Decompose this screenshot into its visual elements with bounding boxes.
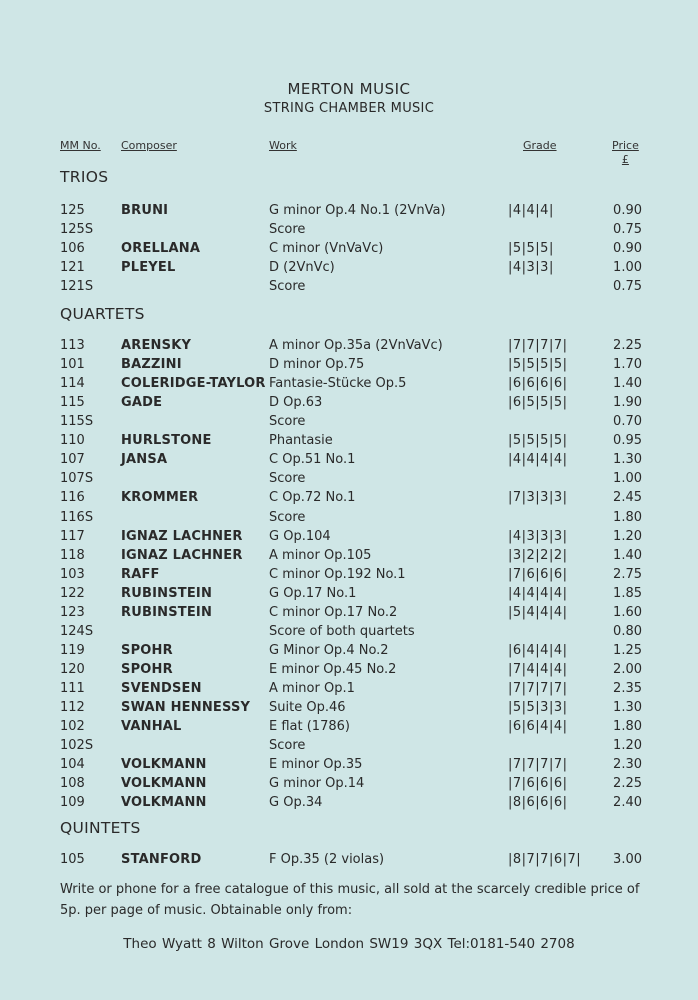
composer-name: VOLKMANN xyxy=(121,795,207,811)
catalogue-row xyxy=(0,241,698,260)
work-title: F Op.35 (2 violas) xyxy=(269,852,385,867)
composer-name: JANSA xyxy=(121,452,168,468)
column-header-grade: Grade xyxy=(523,139,557,152)
composer-name: IGNAZ LACHNER xyxy=(121,547,243,563)
grade-value: |5|5|3|3| xyxy=(508,700,568,715)
work-title: Score xyxy=(269,279,306,295)
composer-name: BAZZINI xyxy=(121,357,182,373)
work-title: G Op.104 xyxy=(269,528,331,544)
price-value: 1.85 xyxy=(613,585,642,601)
mm-number: 118 xyxy=(60,547,85,563)
composer-name: KROMMER xyxy=(121,490,199,506)
catalogue-row xyxy=(0,852,698,871)
mm-number: 117 xyxy=(60,528,85,544)
work-title: A minor Op.35a (2VnVaVc) xyxy=(269,338,443,353)
composer-name: STANFORD xyxy=(121,852,202,867)
price-value: 1.70 xyxy=(613,357,642,373)
mm-number: 111 xyxy=(60,680,85,696)
price-value: 0.75 xyxy=(613,279,642,295)
catalogue-row xyxy=(0,414,698,433)
grade-value: |4|4|4|4| xyxy=(508,585,568,601)
column-header-mm-no: MM No. xyxy=(60,139,101,152)
price-value: 2.45 xyxy=(613,490,642,506)
catalogue-row xyxy=(0,795,698,814)
grade-value: |7|6|6|6| xyxy=(508,776,568,792)
grade-value: |6|5|5|5| xyxy=(508,395,568,411)
composer-name: RAFF xyxy=(121,566,160,582)
mm-number: 116S xyxy=(60,509,94,525)
grade-value: |4|3|3|3| xyxy=(508,528,568,544)
price-value: 0.95 xyxy=(613,433,642,449)
grade-value: |4|4|4|4| xyxy=(508,452,568,468)
catalogue-row xyxy=(0,776,698,795)
composer-name: SWAN HENNESSY xyxy=(121,700,251,715)
price-value: 3.00 xyxy=(613,852,642,867)
mm-number: 116 xyxy=(60,490,85,506)
composer-name: PLEYEL xyxy=(121,260,176,276)
mm-number: 121 xyxy=(60,260,85,276)
catalogue-row xyxy=(0,624,698,643)
work-title: Score xyxy=(269,471,306,487)
price-value: 1.60 xyxy=(613,604,642,620)
mm-number: 104 xyxy=(60,757,85,773)
composer-name: GADE xyxy=(121,395,163,411)
catalogue-row xyxy=(0,605,698,624)
grade-value: |6|4|4|4| xyxy=(508,642,568,658)
grade-value: |5|4|4|4| xyxy=(508,604,568,620)
work-title: Score xyxy=(269,738,306,753)
grade-value: |7|7|7|7| xyxy=(508,338,568,353)
catalogue-row xyxy=(0,395,698,414)
composer-name: IGNAZ LACHNER xyxy=(121,528,243,544)
composer-name: COLERIDGE-TAYLOR xyxy=(121,376,266,392)
column-header-work: Work xyxy=(269,139,297,152)
grade-value: |6|6|4|4| xyxy=(508,719,568,734)
column-header-composer: Composer xyxy=(121,139,177,152)
mm-number: 120 xyxy=(60,661,85,677)
price-value: 2.00 xyxy=(613,661,642,677)
work-title: E minor Op.45 No.2 xyxy=(269,661,397,677)
work-title: D (2VnVc) xyxy=(269,260,335,276)
price-value: 1.20 xyxy=(613,528,642,544)
work-title: A minor Op.105 xyxy=(269,547,372,563)
mm-number: 101 xyxy=(60,357,85,373)
price-value: 2.40 xyxy=(613,795,642,811)
mm-number: 124S xyxy=(60,623,94,639)
work-title: Fantasie-Stücke Op.5 xyxy=(269,376,407,392)
mm-number: 105 xyxy=(60,852,85,867)
grade-value: |7|7|7|7| xyxy=(508,757,568,773)
composer-name: BRUNI xyxy=(121,203,169,218)
mm-number: 102 xyxy=(60,719,85,734)
grade-value: |8|7|7|6|7| xyxy=(508,852,582,867)
catalogue-row xyxy=(0,452,698,471)
catalogue-row xyxy=(0,260,698,279)
price-value: 1.00 xyxy=(613,260,642,276)
composer-name: RUBINSTEIN xyxy=(121,585,213,601)
mm-number: 115 xyxy=(60,395,85,411)
work-title: A minor Op.1 xyxy=(269,680,355,696)
price-value: 2.25 xyxy=(613,338,642,353)
price-value: 1.80 xyxy=(613,719,642,734)
contact-address: Theo Wyatt 8 Wilton Grove London SW19 3QX Tel:0181-540 2708 xyxy=(123,936,575,952)
catalogue-row xyxy=(0,719,698,738)
composer-name: VOLKMANN xyxy=(121,757,207,773)
work-title: E minor Op.35 xyxy=(269,757,363,773)
price-value: 1.40 xyxy=(613,376,642,392)
price-value: 1.40 xyxy=(613,547,642,563)
catalogue-row xyxy=(0,338,698,357)
composer-name: SPOHR xyxy=(121,661,173,677)
mm-number: 125 xyxy=(60,203,85,218)
catalogue-row xyxy=(0,433,698,452)
catalogue-row xyxy=(0,510,698,529)
page-title: MERTON MUSIC xyxy=(287,80,411,98)
mm-number: 115S xyxy=(60,414,94,430)
price-value: 0.90 xyxy=(613,203,642,218)
price-label: Price xyxy=(612,139,639,152)
catalogue-row xyxy=(0,662,698,681)
price-value: 2.25 xyxy=(613,776,642,792)
catalogue-row xyxy=(0,222,698,241)
mm-number: 102S xyxy=(60,738,94,753)
catalogue-row xyxy=(0,586,698,605)
grade-value: |8|6|6|6| xyxy=(508,795,568,811)
work-title: G minor Op.4 No.1 (2VnVa) xyxy=(269,203,446,218)
section-heading: QUINTETS xyxy=(60,819,141,837)
work-title: G Op.17 No.1 xyxy=(269,585,357,601)
page-subtitle: STRING CHAMBER MUSIC xyxy=(263,101,435,116)
catalogue-row xyxy=(0,279,698,298)
catalogue-row xyxy=(0,357,698,376)
price-value: 0.75 xyxy=(613,222,642,238)
mm-number: 125S xyxy=(60,222,94,238)
mm-number: 121S xyxy=(60,279,94,295)
work-title: Score xyxy=(269,222,306,238)
grade-value: |4|3|3| xyxy=(508,260,554,276)
mm-number: 113 xyxy=(60,338,85,353)
composer-name: SVENDSEN xyxy=(121,680,202,696)
work-title: D Op.63 xyxy=(269,395,323,411)
price-value: 2.30 xyxy=(613,757,642,773)
grade-value: |6|6|6|6| xyxy=(508,376,568,392)
work-title: E flat (1786) xyxy=(269,719,350,734)
mm-number: 109 xyxy=(60,795,85,811)
work-title: G Minor Op.4 No.2 xyxy=(269,642,389,658)
catalogue-row xyxy=(0,490,698,509)
price-value: 0.70 xyxy=(613,414,642,430)
grade-value: |5|5|5|5| xyxy=(508,433,568,449)
grade-value: |5|5|5|5| xyxy=(508,357,568,373)
price-value: 1.30 xyxy=(613,452,642,468)
price-value: 0.90 xyxy=(613,241,642,257)
composer-name: SPOHR xyxy=(121,642,173,658)
catalogue-row xyxy=(0,376,698,395)
price-value: 1.90 xyxy=(613,395,642,411)
grade-value: |7|7|7|7| xyxy=(508,680,568,696)
work-title: G minor Op.14 xyxy=(269,776,365,792)
work-title: C minor Op.192 No.1 xyxy=(269,566,406,582)
price-value: 1.25 xyxy=(613,642,642,658)
work-title: C minor Op.17 No.2 xyxy=(269,604,398,620)
catalogue-row xyxy=(0,643,698,662)
grade-value: |5|5|5| xyxy=(508,241,554,257)
mm-number: 114 xyxy=(60,376,85,392)
work-title: Score xyxy=(269,509,306,525)
mm-number: 123 xyxy=(60,604,85,620)
grade-value: |7|4|4|4| xyxy=(508,661,568,677)
grade-value: |7|6|6|6| xyxy=(508,566,568,582)
work-title: G Op.34 xyxy=(269,795,323,811)
composer-name: RUBINSTEIN xyxy=(121,604,213,620)
work-title: Score xyxy=(269,414,306,430)
composer-name: VANHAL xyxy=(121,719,182,734)
mm-number: 119 xyxy=(60,642,85,658)
catalogue-row xyxy=(0,471,698,490)
catalogue-row xyxy=(0,738,698,757)
price-value: 2.75 xyxy=(613,566,642,582)
catalogue-row xyxy=(0,757,698,776)
composer-name: ORELLANA xyxy=(121,241,201,257)
footer-note: Write or phone for a free catalogue of this music, all sold at the scarcely credible price of 5p. per page of music. Obtainable only from: xyxy=(60,882,640,918)
grade-value: |4|4|4| xyxy=(508,203,554,218)
catalogue-row xyxy=(0,529,698,548)
price-value: 1.80 xyxy=(613,509,642,525)
price-value: 1.20 xyxy=(613,738,642,753)
work-title: Phantasie xyxy=(269,433,333,449)
mm-number: 103 xyxy=(60,566,85,582)
catalogue-row xyxy=(0,548,698,567)
work-title: Score of both quartets xyxy=(269,623,415,639)
grade-value: |3|2|2|2| xyxy=(508,547,568,563)
catalogue-row xyxy=(0,567,698,586)
mm-number: 112 xyxy=(60,700,85,715)
catalogue-row xyxy=(0,203,698,222)
price-value: 0.80 xyxy=(613,623,642,639)
price-value: 1.00 xyxy=(613,471,642,487)
price-value: 1.30 xyxy=(613,700,642,715)
work-title: Suite Op.46 xyxy=(269,700,346,715)
mm-number: 106 xyxy=(60,241,85,257)
section-heading: QUARTETS xyxy=(60,305,145,323)
work-title: D minor Op.75 xyxy=(269,357,365,373)
composer-name: HURLSTONE xyxy=(121,433,212,449)
composer-name: VOLKMANN xyxy=(121,776,207,792)
catalogue-row xyxy=(0,700,698,719)
composer-name: ARENSKY xyxy=(121,338,192,353)
mm-number: 110 xyxy=(60,433,85,449)
work-title: C Op.51 No.1 xyxy=(269,452,356,468)
column-header-price xyxy=(612,139,639,167)
mm-number: 107S xyxy=(60,471,94,487)
grade-value: |7|3|3|3| xyxy=(508,490,568,506)
section-heading: TRIOS xyxy=(60,168,109,186)
currency-label: £ xyxy=(621,153,629,166)
mm-number: 122 xyxy=(60,585,85,601)
work-title: C Op.72 No.1 xyxy=(269,490,356,506)
work-title: C minor (VnVaVc) xyxy=(269,241,384,257)
catalogue-row xyxy=(0,681,698,700)
mm-number: 107 xyxy=(60,452,85,468)
price-value: 2.35 xyxy=(613,680,642,696)
mm-number: 108 xyxy=(60,776,85,792)
